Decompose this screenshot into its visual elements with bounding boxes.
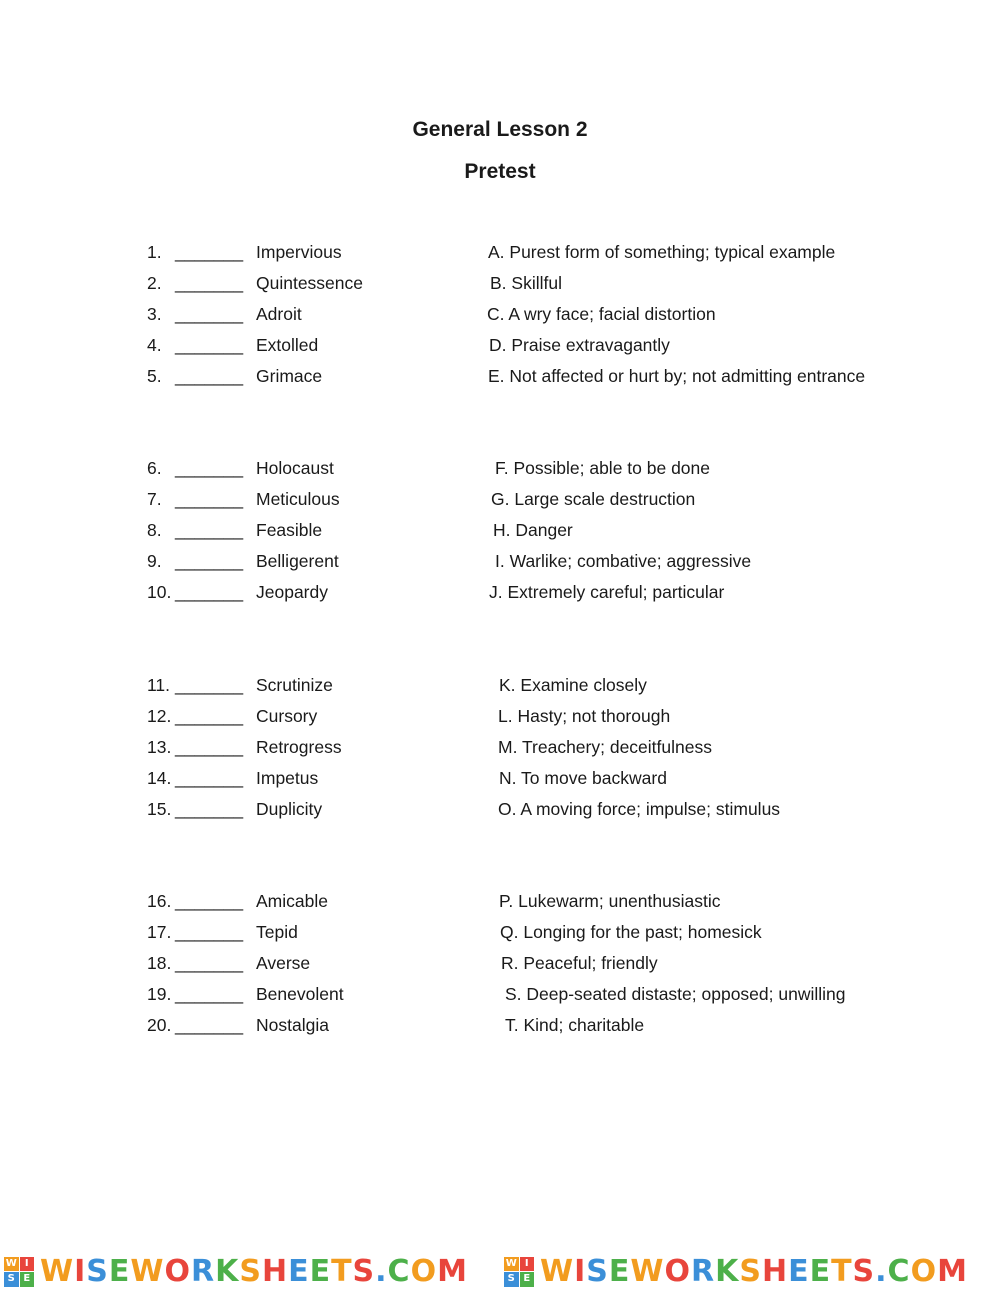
answer-blank[interactable]: _______ [175, 458, 244, 478]
definition: P. Lukewarm; unenthusiastic [499, 891, 721, 911]
answer-blank[interactable]: _______ [175, 489, 244, 509]
definition: K. Examine closely [499, 675, 647, 695]
item-number-text: 12. [147, 706, 172, 726]
item-number [147, 982, 171, 1006]
answer-blank[interactable]: _______ [175, 273, 244, 293]
answer-blank[interactable]: _______ [175, 768, 244, 788]
page-title: General Lesson 2 [412, 118, 588, 141]
answer-blank[interactable]: _______ [175, 551, 244, 571]
item-number [147, 364, 162, 388]
item-number [147, 580, 171, 604]
item-number [147, 487, 162, 511]
list-item [0, 580, 1000, 604]
list-item [0, 271, 1000, 295]
brand-logo [4, 1252, 468, 1291]
list-item [0, 673, 1000, 697]
vocab-word: Meticulous [256, 489, 340, 509]
vocab-word: Impetus [256, 768, 319, 788]
item-number-text: 8. [147, 520, 162, 540]
page-subtitle: Pretest [464, 160, 536, 183]
list-item [0, 704, 1000, 728]
definition: D. Praise extravagantly [489, 335, 670, 355]
vocab-word: Cursory [256, 706, 318, 726]
vocab-word: Tepid [256, 922, 298, 942]
answer-blank[interactable]: _______ [175, 335, 244, 355]
item-number [147, 271, 162, 295]
item-number [147, 951, 171, 975]
vocab-word: Averse [256, 953, 311, 973]
definition: O. A moving force; impulse; stimulus [498, 799, 781, 819]
definition: I. Warlike; combative; aggressive [495, 551, 752, 571]
definition: L. Hasty; not thorough [498, 706, 671, 726]
logo-letter: W [504, 1257, 519, 1272]
item-number-text: 10. [147, 582, 172, 602]
item-number-text: 16. [147, 891, 172, 911]
answer-blank[interactable]: _______ [175, 737, 244, 757]
list-item [0, 487, 1000, 511]
definition: H. Danger [493, 520, 573, 540]
item-number-text: 15. [147, 799, 172, 819]
item-number-text: 6. [147, 458, 162, 478]
item-number-text: 17. [147, 922, 172, 942]
list-item [0, 982, 1000, 1006]
definition: S. Deep-seated distaste; opposed; unwilling [505, 984, 846, 1004]
list-item [0, 889, 1000, 913]
definition: C. A wry face; facial distortion [487, 304, 716, 324]
item-number [147, 1013, 171, 1037]
logo-letter: W [4, 1257, 19, 1272]
vocab-word: Feasible [256, 520, 323, 540]
list-item [0, 766, 1000, 790]
item-number [147, 673, 170, 697]
item-number-text: 19. [147, 984, 172, 1004]
vocab-word: Holocaust [256, 458, 334, 478]
vocab-word: Benevolent [256, 984, 344, 1004]
vocab-word: Retrogress [256, 737, 342, 757]
logo-letter: S [504, 1272, 519, 1287]
brand-logo [504, 1252, 968, 1291]
item-number [147, 518, 162, 542]
answer-blank[interactable]: _______ [175, 953, 244, 973]
item-number-text: 1. [147, 242, 162, 262]
definition: A. Purest form of something; typical example [488, 242, 836, 262]
definition: E. Not affected or hurt by; not admitting entrance [488, 366, 866, 386]
list-item [0, 1013, 1000, 1037]
logo-icon [4, 1257, 34, 1287]
answer-blank[interactable]: _______ [175, 582, 244, 602]
footer-watermark [0, 1252, 1000, 1291]
item-number-text: 2. [147, 273, 162, 293]
vocab-word: Amicable [256, 891, 328, 911]
item-number-text: 7. [147, 489, 162, 509]
item-number-text: 13. [147, 737, 172, 757]
vocab-word: Jeopardy [256, 582, 328, 602]
list-item [0, 920, 1000, 944]
vocab-word: Nostalgia [256, 1015, 329, 1035]
vocab-word: Belligerent [256, 551, 339, 571]
item-number [147, 333, 162, 357]
item-number-text: 9. [147, 551, 162, 571]
definition: B. Skillful [490, 273, 562, 293]
vocab-word: Adroit [256, 304, 302, 324]
list-item [0, 518, 1000, 542]
item-number-text: 11. [147, 675, 171, 695]
item-number-text: 20. [147, 1015, 172, 1035]
definition: Q. Longing for the past; homesick [500, 922, 762, 942]
answer-blank[interactable]: _______ [175, 520, 244, 540]
item-number [147, 766, 171, 790]
item-number [147, 549, 162, 573]
item-number [147, 302, 162, 326]
list-item [0, 302, 1000, 326]
item-number [147, 889, 171, 913]
definition: G. Large scale destruction [491, 489, 696, 509]
logo-letter: S [4, 1272, 19, 1287]
answer-blank[interactable]: _______ [175, 891, 244, 911]
item-number-text: 4. [147, 335, 162, 355]
answer-blank[interactable]: _______ [175, 706, 244, 726]
item-number [147, 920, 171, 944]
vocab-word: Grimace [256, 366, 323, 386]
list-item [0, 735, 1000, 759]
item-number [147, 797, 171, 821]
vocab-word: Extolled [256, 335, 319, 355]
answer-blank[interactable]: _______ [175, 675, 244, 695]
definition: F. Possible; able to be done [495, 458, 711, 478]
logo-letter: E [20, 1272, 35, 1287]
definition: N. To move backward [499, 768, 667, 788]
logo-letter: I [20, 1257, 35, 1272]
logo-letter: I [520, 1257, 535, 1272]
item-number [147, 456, 162, 480]
answer-blank[interactable]: _______ [175, 799, 244, 819]
list-item [0, 951, 1000, 975]
brand-text: WISEWORKSHEETS.COM [40, 1254, 468, 1289]
list-item [0, 364, 1000, 388]
item-number [147, 240, 162, 264]
answer-blank[interactable]: _______ [175, 304, 244, 324]
answer-blank[interactable]: _______ [175, 366, 244, 386]
vocab-word: Scrutinize [256, 675, 333, 695]
answer-blank[interactable]: _______ [175, 922, 244, 942]
definition: M. Treachery; deceitfulness [498, 737, 712, 757]
item-number-text: 14. [147, 768, 172, 788]
item-number-text: 18. [147, 953, 172, 973]
list-item [0, 240, 1000, 264]
item-number [147, 704, 171, 728]
logo-icon [504, 1257, 534, 1287]
item-number [147, 735, 171, 759]
answer-blank[interactable]: _______ [175, 242, 244, 262]
brand-text: WISEWORKSHEETS.COM [540, 1254, 968, 1289]
answer-blank[interactable]: _______ [175, 984, 244, 1004]
logo-letter: E [520, 1272, 535, 1287]
vocab-word: Impervious [256, 242, 342, 262]
vocab-word: Quintessence [256, 273, 364, 293]
definition: R. Peaceful; friendly [501, 953, 658, 973]
list-item [0, 333, 1000, 357]
definition: J. Extremely careful; particular [489, 582, 725, 602]
list-item [0, 456, 1000, 480]
item-number-text: 3. [147, 304, 162, 324]
item-number-text: 5. [147, 366, 162, 386]
definition: T. Kind; charitable [505, 1015, 645, 1035]
answer-blank[interactable]: _______ [175, 1015, 244, 1035]
vocab-word: Duplicity [256, 799, 323, 819]
list-item [0, 797, 1000, 821]
list-item [0, 549, 1000, 573]
